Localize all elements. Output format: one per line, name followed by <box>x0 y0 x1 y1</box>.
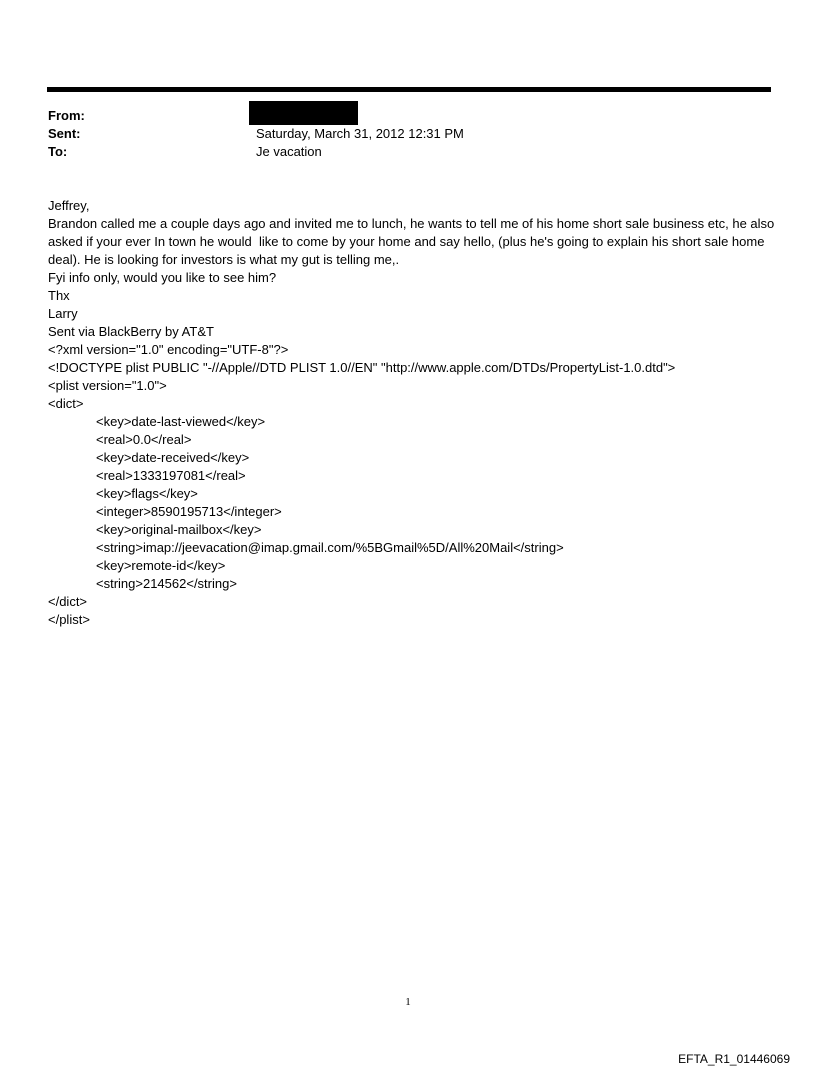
sent-via-line: Sent via BlackBerry by AT&T <box>48 324 214 339</box>
page-number: 1 <box>405 996 411 1008</box>
redaction-block <box>249 101 358 125</box>
body-paragraph: Brandon called me a couple days ago and invited me to lunch, he wants to tell me of his home short sale business etc, he also asked if your ever In town he would like to come by your home and say hello, (plus he's going to explain his short sale home deal). He is looking for investors is what my gut is telling me,. <box>48 216 778 267</box>
plist-entry: <real>0.0</real> <box>96 432 192 447</box>
plist-entry: <key>date-received</key> <box>96 450 250 465</box>
header-rule <box>47 87 771 92</box>
plist-entry: <integer>8590195713</integer> <box>96 504 282 519</box>
to-value: Je vacation <box>256 144 322 159</box>
from-label: From: <box>48 108 85 123</box>
thanks-line: Thx <box>48 288 70 303</box>
to-label: To: <box>48 144 68 159</box>
plist-entry: <string>214562</string> <box>96 576 237 591</box>
xml-declaration: <?xml version="1.0" encoding="UTF-8"?> <box>48 342 289 357</box>
plist-entry: <key>date-last-viewed</key> <box>96 414 266 429</box>
dict-close-tag: </dict> <box>48 594 88 609</box>
question-line: Fyi info only, would you like to see him? <box>48 270 277 285</box>
plist-entry: <key>remote-id</key> <box>96 558 226 573</box>
plist-entry: <real>1333197081</real> <box>96 468 246 483</box>
document-id: EFTA_R1_01446069 <box>678 1052 790 1066</box>
doctype-line: <!DOCTYPE plist PUBLIC "-//Apple//DTD PLIST 1.0//EN" "http://www.apple.com/DTDs/PropertyList-1.0.dtd"> <box>48 360 676 375</box>
sent-value: Saturday, March 31, 2012 12:31 PM <box>256 126 464 141</box>
email-body <box>48 197 778 629</box>
sent-label: Sent: <box>48 126 81 141</box>
plist-open-tag: <plist version="1.0"> <box>48 378 167 393</box>
plist-close-tag: </plist> <box>48 612 90 627</box>
plist-entry: <key>original-mailbox</key> <box>96 522 262 537</box>
plist-entry: <string>imap://jeevacation@imap.gmail.com/%5BGmail%5D/All%20Mail</string> <box>96 540 564 555</box>
dict-open-tag: <dict> <box>48 396 84 411</box>
greeting: Jeffrey, <box>48 198 90 213</box>
plist-entry: <key>flags</key> <box>96 486 198 501</box>
signature-line: Larry <box>48 306 78 321</box>
